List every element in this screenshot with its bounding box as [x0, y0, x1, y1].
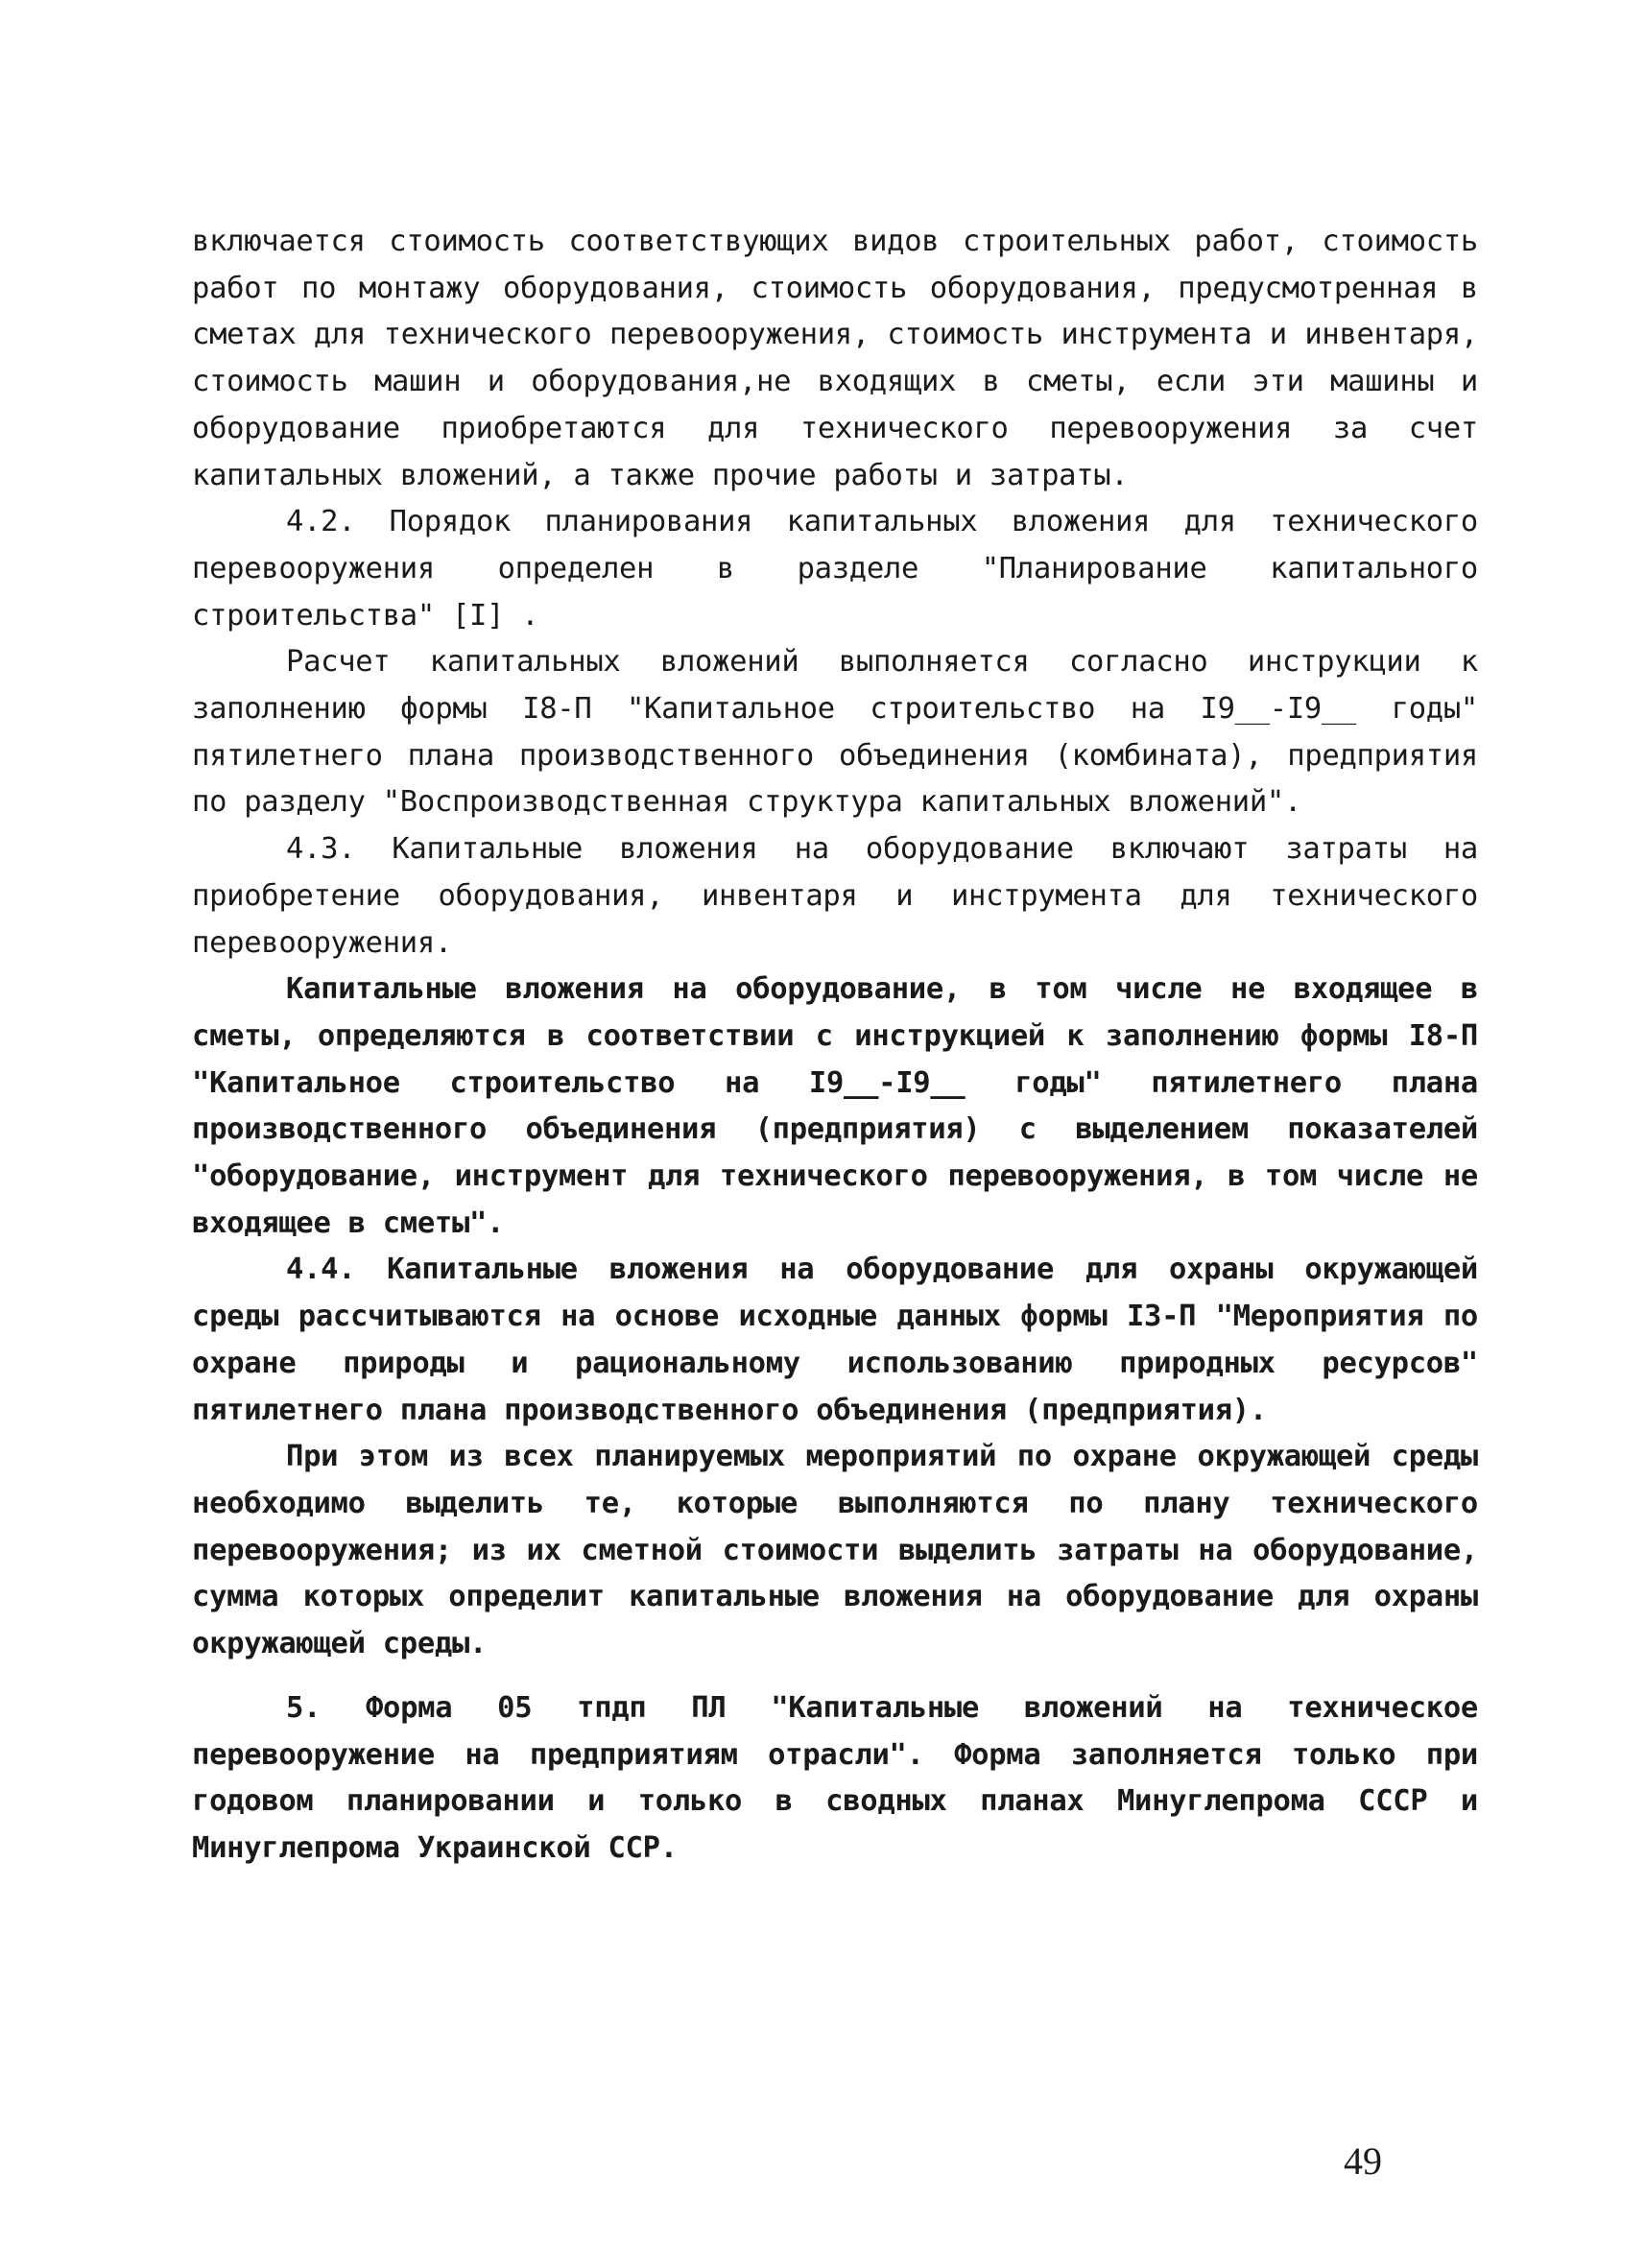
paragraph-5: 5. Форма 05 тпдп ПЛ "Капитальные вложений на техническое перевооружение на предприятиям отрасли". Форма заполняется только при годовом планировании и только в сводных планах Минуглепрома СССР и Минуглепрома Украинской ССР. [192, 1690, 1478, 1865]
paragraph-calculation: Расчет капитальных вложений выполняется согласно инструкции к заполнению формы I8-П "Капитальное строительство на I9__-I9__ годы" пятилетнего плана производственного объединения (комбината), предприятия по разделу "Воспроизводственная структура капитальных вложений". [192, 645, 1478, 820]
body-text [192, 219, 1478, 1873]
paragraph-4-3: 4.3. Капитальные вложения на оборудование включают затраты на приобретение оборудования, инвентаря и инструмента для технического перевооружения. [192, 832, 1478, 960]
paragraph-equipment: Капитальные вложения на оборудование, в том числе не входящее в сметы, определяются в соответствии с инструкцией к заполнению формы I8-П "Капитальное строительство на I9__-I9__ годы" пятилетнего плана производственного объединения (предприятия) с выделением показателей "оборудование, инструмент для технического перевооружения, в том числе не входящее в сметы". [192, 972, 1478, 1240]
paragraph-environment: При этом из всех планируемых мероприятий по охране окружающей среды необходимо выделить те, которые выполняются по плану технического перевооружения; из их сметной стоимости выделить затраты на оборудование, сумма которых определит капитальные вложения на оборудование для охраны окружающей среды. [192, 1440, 1478, 1661]
paragraph-4-4: 4.4. Капитальные вложения на оборудование для охраны окружающей среды рассчитываются на основе исходные данных формы I3-П "Мероприятия по охране природы и рациональному использованию природных ресурсов" пятилетнего плана производственного объединения (предприятия). [192, 1253, 1478, 1427]
page-number: 49 [1344, 2139, 1382, 2183]
paragraph-4-2: 4.2. Порядок планирования капитальных вложения для технического перевооружения определен в разделе "Планирование капитального строительства" [I] . [192, 505, 1478, 633]
paragraph-continuation: включается стоимость соответствующих видов строительных работ, стоимость работ по монтажу оборудования, стоимость оборудования, предусмотренная в сметах для технического перевооружения, стоимость инструмента и инвентаря, стоимость машин и оборудования,не входящих в сметы, если эти машины и оборудование приобретаются для технического перевооружения за счет капитальных вложений, а также прочие работы и затраты. [192, 225, 1478, 492]
